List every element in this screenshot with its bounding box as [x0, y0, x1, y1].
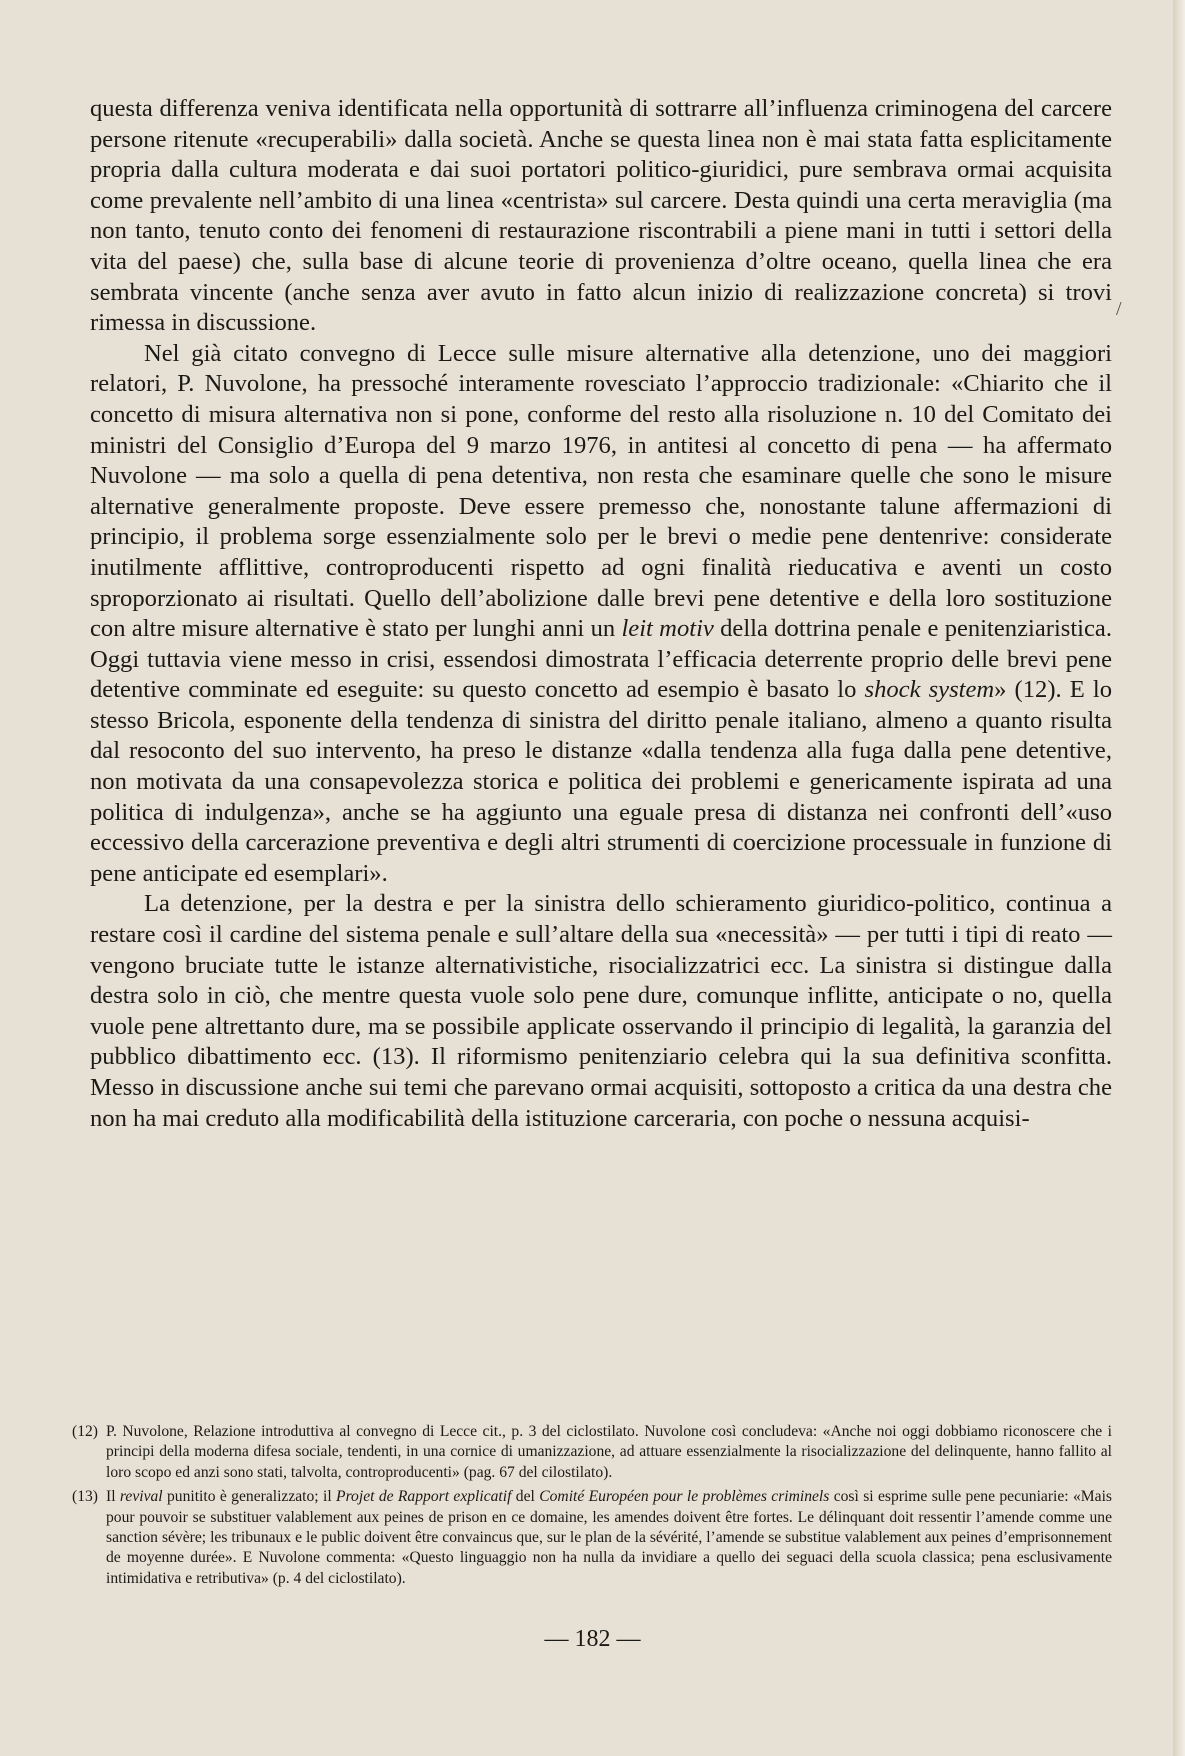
margin-pencil-mark: / — [1116, 298, 1122, 320]
paragraph-text: » (12). E lo stesso Bricola, esponente della tendenza di sinistra del diritto penale italiano, almeno a quanto risulta dal resoconto del suo intervento, ha preso le distanze «dalla tendenza alla fuga dalla pene detentive, non motivata da una consapevolezza storica e politica dei problemi e genericamente ispirata ad una politica di indulgenza», anche se ha aggiunto una eguale presa di distanza nei confronti dell’«uso eccessivo della carcerazione preventiva e degli altri strumenti di coercizione processuale in funzione di pene anticipate ed esemplari». — [90, 676, 1112, 887]
footnote-13 — [72, 1487, 1112, 1589]
paragraph-2 — [90, 339, 1112, 890]
page-edge-shadow — [1173, 0, 1185, 1756]
footnote-segment: P. Nuvolone, Relazione introduttiva al convegno di Lecce cit., p. 3 del ciclostilato. Nuvolone così concludeva: «Anche noi oggi dobbiamo riconoscere che i principi della moderna difesa sociale, tendenti, in una cornice di umanizzazione, ad attuare essenzialmente la risocializzazione del delinquente, hanno fallito al loro scopo ed anzi sono stati, talvolta, controproducenti» (pag. 67 del cilostilato). — [106, 1423, 1112, 1481]
footnote-number: (12) — [72, 1423, 98, 1440]
footnote-italic: revival — [119, 1488, 163, 1506]
footnote-number: (13) — [72, 1488, 98, 1506]
footnotes — [72, 1422, 1112, 1593]
paragraph-text: della dottrina penale e penitenziaristica. Oggi tuttavia viene messo in crisi, essendosi dimostrata l’efficacia deterrente proprio delle brevi pene detentive comminate ed eseguite: su questo concetto ad esempio è basato lo — [90, 615, 1112, 704]
italic-term: leit motiv — [621, 615, 714, 643]
footnote-italic: Comité Européen pour le problèmes criminels — [539, 1488, 830, 1506]
footnote-italic: Projet de Rapport explicatif — [336, 1488, 512, 1506]
footnote-segment: punitito è generalizzato; il — [162, 1488, 337, 1506]
paragraph-text: questa differenza veniva identificata nella opportunità di sottrarre all’influenza criminogena del carcere persone ritenute «recuperabili» dalla società. Anche se questa linea non è mai stata fatta esplicitamente propria dalla cultura moderata e dai suoi portatori politico-giuridici, pure sembrava ormai acquisita come prevalente nell’ambito di una linea «centrista» sul carcere. Desta quindi una certa meraviglia (ma non tanto, tenuto conto dei fenomeni di restaurazione riscontrabili a piene mani in tutti i settori della vita del paese) che, sulla base di alcune teorie di provenienza d’oltre oceano, quella linea che era sembrata vincente (anche senza aver avuto in fatto alcun inizio di realizzazione concreta) si trovi rimessa in discussione. — [90, 95, 1112, 337]
footnote-text — [106, 1422, 1112, 1483]
footnote-segment: del — [511, 1488, 540, 1506]
italic-term: shock system — [864, 676, 995, 704]
footnote-12 — [72, 1422, 1112, 1483]
footnote-text — [106, 1487, 1112, 1589]
paragraph-3 — [90, 889, 1112, 1134]
page-number: — 182 — — [544, 1626, 641, 1652]
body-text — [90, 94, 1112, 1134]
paragraph-text: Nel già citato convegno di Lecce sulle misure alternative alla detenzione, uno dei maggiori relatori, P. Nuvolone, ha pressoché interamente rovesciato l’approccio tradizionale: «Chiarito che il concetto di misura alternativa non si pone, conforme del resto alla risoluzione n. 10 del Comitato dei ministri del Consiglio d’Europa del 9 marzo 1976, in antitesi al concetto di pena — ha affermato Nuvolone — ma solo a quella di pena detentiva, non resta che esaminare quelle che sono le misure alternative generalmente proposte. Deve essere premesso che, nonostante talune affermazioni di principio, il problema sorge essenzialmente solo per le brevi o medie pene dentenrive: considerate inutilmente afflittive, controproducenti rispetto ad ogni finalità rieducativa e aventi un costo sproporzionato ai risultati. Quello dell’abolizione dalle brevi pene detentive e della loro sostituzione con altre misure alternative è stato per lunghi anni un — [90, 339, 1112, 643]
paragraph-text: La detenzione, per la destra e per la sinistra dello schieramento giuridico-politico, continua a restare così il cardine del sistema penale e sull’altare della sua «necessità» — per tutti i tipi di reato — vengono bruciate tutte le istanze alternativistiche, risocializzatrici ecc. La sinistra si distingue dalla destra solo in ciò, che mentre questa vuole solo pene dure, comunque inflitte, anticipate o no, quella vuole pene altrettanto dure, ma se possibile applicate osservando il principio di legalità, la garanzia del pubblico dibattimento ecc. (13). Il riformismo penitenziario celebra qui la sua definitiva sconfitta. Messo in discussione anche sui temi che parevano ormai acquisiti, sottoposto a critica da una destra che non ha mai creduto alla modificabilità della istituzione carceraria, con poche o nessuna acquisi- — [90, 890, 1112, 1132]
paragraph-1 — [90, 94, 1112, 339]
footnote-segment: così si esprime sulle pene pecuniarie: «Mais pour pouvoir se substituer valablement aux peines de prison en ce domaine, les amendes doivent être fortes. Le délinquant doit ressentir l’amende comme une sanction sévère; les tribunaux e le public doivent être convaincus que, sur le plan de la sévérité, l’amende se substitue valablement aux peines d’emprisonnement de moyenne durée». E Nuvolone commenta: «Questo linguaggio non ha nulla da invidiare a quello dei seguaci della scuola classica; pena esclusivamente intimidativa e retributiva» (p. 4 del ciclostilato). — [106, 1488, 1112, 1587]
footnote-segment: Il — [106, 1488, 120, 1506]
